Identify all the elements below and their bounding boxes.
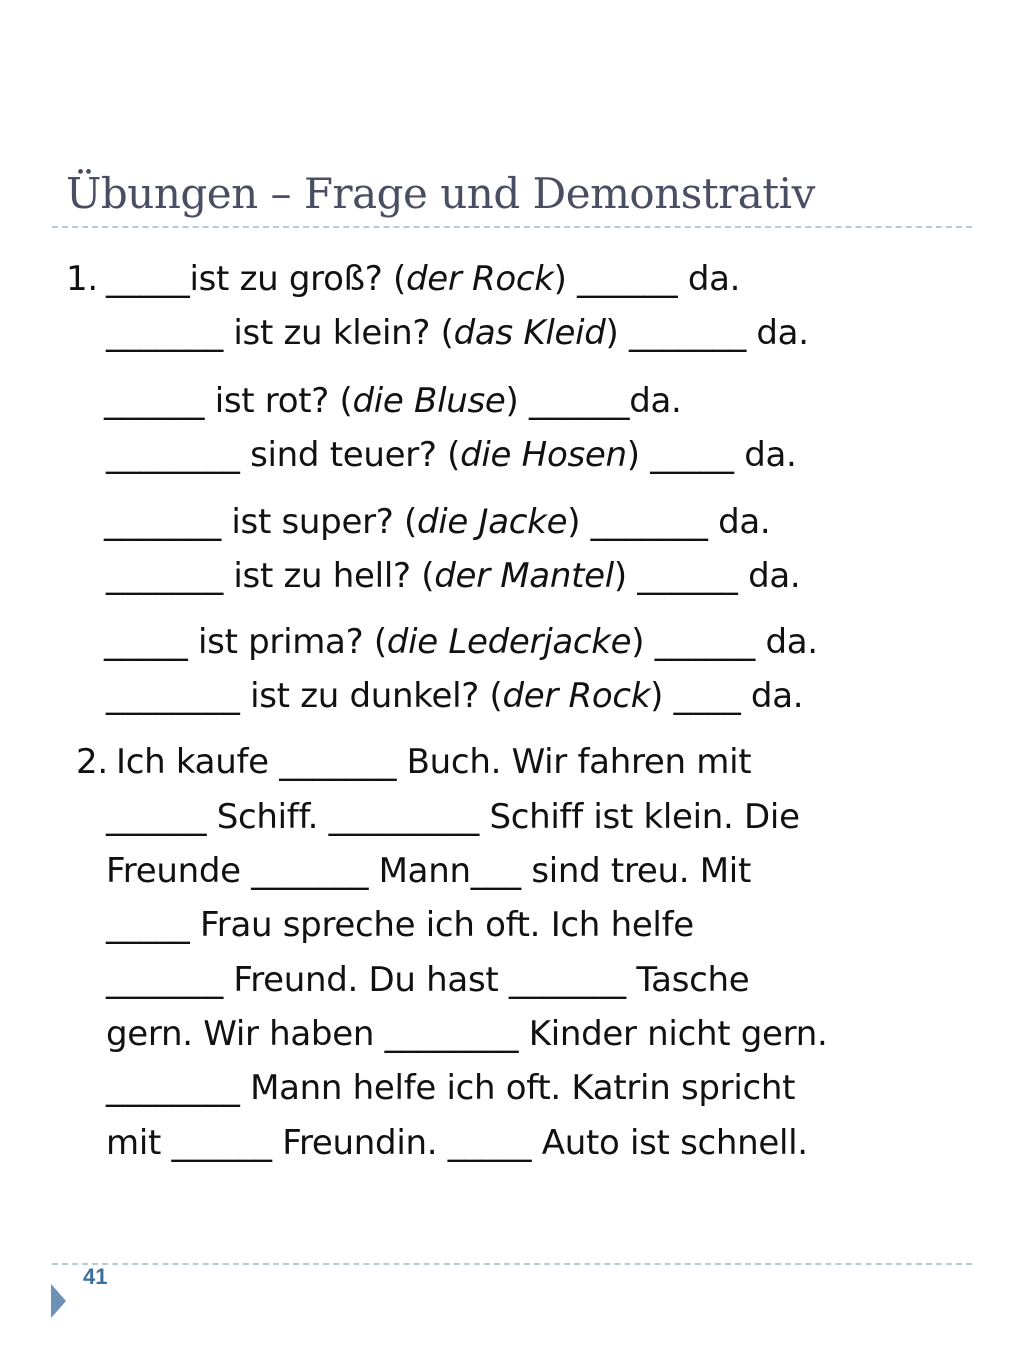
exercise-1-item-2: _______ ist zu klein? (das Kleid) _______ da. [106,313,809,353]
exercise-1-item-3: ______ ist rot? (die Bluse) ______da. [104,381,682,421]
exercise-2-line-4: _____ Frau spreche ich oft. Ich helfe [106,905,694,945]
exercise-2-line-5: _______ Freund. Du hast _______ Tasche [106,960,750,1000]
exercise-2-line-3: Freunde _______ Mann___ sind treu. Mit [106,851,751,891]
exercise-1-item-1: _____ist zu groß? (der Rock) ______ da. [106,259,741,299]
exercise-2-line-8: mit ______ Freundin. _____ Auto ist schnell. [106,1123,808,1163]
exercise-1-item-4: ________ sind teuer? (die Hosen) _____ da. [106,435,797,475]
exercise-2-line-1: Ich kaufe _______ Buch. Wir fahren mit [116,742,752,782]
footer-divider [52,1263,972,1265]
exercise-2-line-6: gern. Wir haben ________ Kinder nicht gern. [106,1014,828,1054]
triangle-arrow-icon [51,1284,66,1318]
exercise-1-item-6: _______ ist zu hell? (der Mantel) ______ da. [106,556,801,596]
title-divider [52,226,972,228]
page-number: 41 [83,1264,108,1289]
exercise-1-item-7: _____ ist prima? (die Lederjacke) ______ da. [104,622,818,662]
exercise-2-line-2: ______ Schiff. _________ Schiff ist klein. Die [106,797,800,837]
exercise-2-number: 2. [76,742,108,782]
exercise-2-line-7: ________ Mann helfe ich oft. Katrin spricht [106,1068,796,1108]
exercise-1-item-5: _______ ist super? (die Jacke) _______ da. [104,502,771,542]
slide-title: Übungen – Frage und Demonstrativ [66,169,815,218]
exercise-1-item-8: ________ ist zu dunkel? (der Rock) ____ da. [106,676,804,716]
exercise-1-number: 1. [66,259,98,299]
